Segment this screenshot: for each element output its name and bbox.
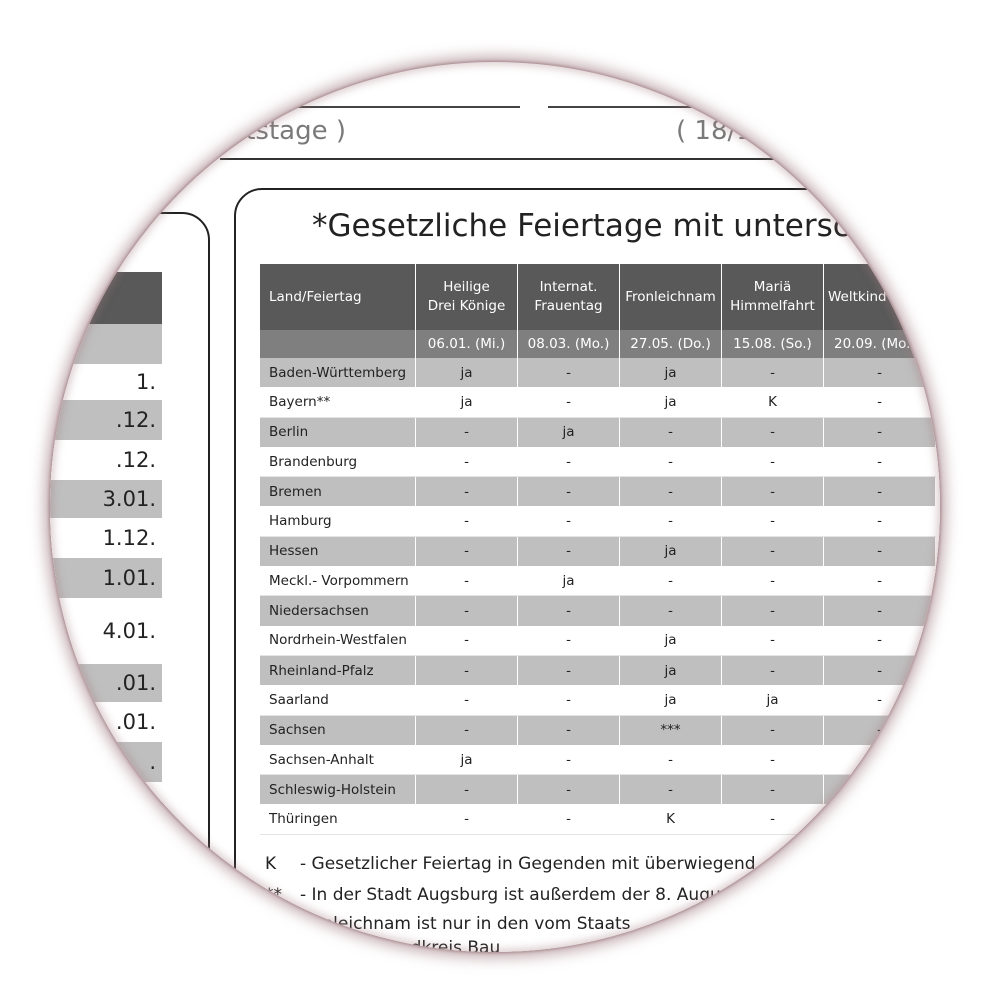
holiday-value-cell: ja (620, 358, 722, 387)
column-header-holiday: Heilige Drei Könige (416, 264, 518, 330)
holiday-value-cell: - (620, 566, 722, 596)
header-rule (220, 158, 940, 160)
table-row (260, 447, 936, 477)
table-row (260, 655, 936, 685)
footnote-star-mark: ** (265, 885, 282, 905)
holiday-value-cell: - (518, 596, 620, 626)
left-panel-row: 1. (50, 364, 162, 400)
land-cell: Bayern** (260, 387, 416, 417)
land-cell: Hessen (260, 536, 416, 566)
holiday-value-cell: - (824, 775, 936, 805)
holiday-value-cell: - (824, 715, 936, 745)
land-cell: Baden-Württemberg (260, 358, 416, 387)
land-cell: Hamburg (260, 506, 416, 536)
column-header-holiday: Weltkind (824, 264, 936, 330)
land-cell: Brandenburg (260, 447, 416, 477)
left-panel-row: .12. (50, 400, 162, 440)
holiday-value-cell: - (416, 477, 518, 507)
table-row (260, 626, 936, 656)
holiday-value-cell: - (722, 477, 824, 507)
holiday-value-cell: - (824, 358, 936, 387)
holiday-value-cell: - (722, 536, 824, 566)
holiday-value-cell: - (416, 655, 518, 685)
holiday-value-cell: - (518, 506, 620, 536)
left-panel-row: 4.01. (50, 598, 162, 664)
table-date-row (260, 330, 936, 358)
holiday-value-cell: - (518, 387, 620, 417)
left-panel-row (50, 782, 162, 822)
holiday-value-cell: ja (416, 745, 518, 775)
holiday-value-cell: - (722, 715, 824, 745)
footnote-third-text: onleichnam ist nur in den vom Staats (312, 914, 631, 934)
table-row (260, 506, 936, 536)
land-cell: Rheinland-Pfalz (260, 655, 416, 685)
holiday-value-cell: ja (416, 387, 518, 417)
holiday-value-cell: - (416, 536, 518, 566)
table-row (260, 566, 936, 596)
holiday-value-cell: - (824, 626, 936, 656)
holiday-value-cell: - (824, 596, 936, 626)
land-cell: Meckl.- Vorpommern (260, 566, 416, 596)
holiday-value-cell: - (518, 477, 620, 507)
left-panel-row: 1.12. (50, 518, 162, 558)
holiday-value-cell: - (518, 358, 620, 387)
holiday-value-cell: - (518, 804, 620, 834)
holiday-value-cell: - (416, 417, 518, 447)
holiday-value-cell: - (722, 626, 824, 656)
column-header-holiday: Mariä Himmelfahrt (722, 264, 824, 330)
land-cell: Nordrhein-Westfalen (260, 626, 416, 656)
header-right-text: ( 18/1 (676, 116, 753, 146)
table-row (260, 804, 936, 834)
table-header-row (260, 264, 936, 330)
land-cell: Thüringen (260, 804, 416, 834)
table-row (260, 387, 936, 417)
column-header-holiday: Fronleichnam (620, 264, 722, 330)
holiday-value-cell: - (416, 804, 518, 834)
table-row (260, 536, 936, 566)
holiday-value-cell: - (824, 655, 936, 685)
holiday-value-cell: - (518, 655, 620, 685)
holiday-value-cell: ja (620, 536, 722, 566)
holiday-value-cell: - (824, 745, 936, 775)
land-cell: Berlin (260, 417, 416, 447)
holiday-value-cell: K (620, 804, 722, 834)
holiday-value-cell: - (518, 447, 620, 477)
footnote-fourth-text: Landkreis Bau (380, 938, 501, 952)
table-row (260, 745, 936, 775)
left-panel-row (50, 272, 162, 324)
date-cell: 06.01. (Mi.) (416, 330, 518, 358)
column-header-land: Land/Feiertag (260, 264, 416, 330)
holiday-value-cell: - (824, 536, 936, 566)
holiday-value-cell: - (416, 626, 518, 656)
left-panel-row: 3.01. (50, 480, 162, 518)
holiday-value-cell: - (824, 387, 936, 417)
holiday-value-cell: - (824, 566, 936, 596)
left-panel-row: 1.01. (50, 558, 162, 598)
holiday-value-cell: ja (620, 655, 722, 685)
column-header-holiday: Internat. Frauentag (518, 264, 620, 330)
holiday-value-cell: - (416, 596, 518, 626)
footnote-k-text: - Gesetzlicher Feiertag in Gegenden mit überwiegend (300, 854, 756, 874)
left-panel-row: .01. (50, 702, 162, 742)
table-row (260, 715, 936, 745)
left-panel-row: .01. (50, 664, 162, 702)
date-cell: 08.03. (Mo.) (518, 330, 620, 358)
holiday-value-cell: - (722, 506, 824, 536)
holiday-value-cell: - (620, 477, 722, 507)
magnifier-lens (50, 62, 940, 952)
left-panel-row (50, 822, 162, 862)
holiday-value-cell: - (824, 506, 936, 536)
holiday-value-cell: - (824, 804, 936, 834)
holiday-value-cell: - (824, 417, 936, 447)
holiday-value-cell: - (722, 417, 824, 447)
date-cell: 27.05. (Do.) (620, 330, 722, 358)
left-panel-row (50, 862, 162, 902)
footnote-star-text: - In der Stadt Augsburg ist außerdem der 8. Augu (300, 885, 721, 905)
table-row (260, 417, 936, 447)
header-left-text: eitstage ) (222, 116, 346, 146)
holiday-value-cell: ja (620, 685, 722, 715)
holiday-value-cell: *** (620, 715, 722, 745)
holiday-value-cell: - (824, 685, 936, 715)
holiday-value-cell: - (824, 447, 936, 477)
land-cell: Sachsen-Anhalt (260, 745, 416, 775)
left-panel-row: . (50, 742, 162, 782)
holiday-value-cell: - (518, 536, 620, 566)
table-row (260, 477, 936, 507)
holiday-value-cell: K (722, 387, 824, 417)
holiday-table (260, 264, 936, 835)
land-cell: Schleswig-Holstein (260, 775, 416, 805)
left-panel-row: .12. (50, 440, 162, 480)
table-row (260, 685, 936, 715)
holiday-value-cell: - (518, 685, 620, 715)
holiday-value-cell: - (620, 596, 722, 626)
holiday-value-cell: - (416, 715, 518, 745)
date-cell: 20.09. (Mo. (824, 330, 936, 358)
header-line-right (548, 106, 808, 108)
holiday-value-cell: - (722, 447, 824, 477)
holiday-value-cell: - (416, 685, 518, 715)
holiday-value-cell: - (620, 447, 722, 477)
land-cell: Bremen (260, 477, 416, 507)
holiday-value-cell: ja (518, 566, 620, 596)
holiday-value-cell: ja (518, 417, 620, 447)
holiday-value-cell: - (620, 745, 722, 775)
holiday-value-cell: - (416, 775, 518, 805)
holiday-value-cell: - (518, 626, 620, 656)
holiday-value-cell: - (722, 804, 824, 834)
holiday-value-cell: - (722, 775, 824, 805)
holiday-value-cell: - (518, 745, 620, 775)
date-cell (260, 330, 416, 358)
holiday-value-cell: - (620, 417, 722, 447)
holiday-value-cell: - (416, 447, 518, 477)
holiday-value-cell: - (416, 566, 518, 596)
left-panel-row (50, 324, 162, 364)
land-cell: Sachsen (260, 715, 416, 745)
holiday-value-cell: - (620, 506, 722, 536)
land-cell: Niedersachsen (260, 596, 416, 626)
holiday-value-cell: ja (620, 387, 722, 417)
holiday-value-cell: - (416, 506, 518, 536)
footnote-k-mark: K (265, 854, 277, 874)
holiday-value-cell: - (518, 715, 620, 745)
holiday-value-cell: - (722, 566, 824, 596)
table-row (260, 596, 936, 626)
holiday-value-cell: - (518, 775, 620, 805)
table-row (260, 775, 936, 805)
holiday-value-cell: ja (416, 358, 518, 387)
holiday-value-cell: ja (722, 685, 824, 715)
header-line-left (230, 106, 520, 108)
left-panel (50, 212, 210, 952)
holiday-value-cell: - (824, 477, 936, 507)
land-cell: Saarland (260, 685, 416, 715)
holiday-value-cell: ja (620, 626, 722, 656)
holiday-value-cell: - (620, 775, 722, 805)
holiday-value-cell: - (722, 358, 824, 387)
holiday-value-cell: - (722, 596, 824, 626)
holiday-title: *Gesetzliche Feiertage mit untersch (312, 208, 870, 244)
holiday-value-cell: - (722, 745, 824, 775)
holiday-value-cell: - (722, 655, 824, 685)
date-cell: 15.08. (So.) (722, 330, 824, 358)
table-row (260, 358, 936, 387)
